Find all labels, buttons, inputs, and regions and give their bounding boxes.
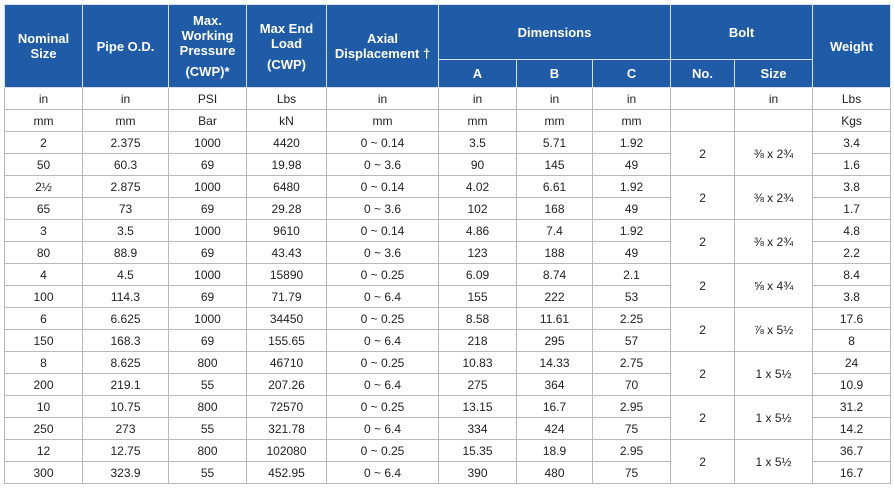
weight-kgs-cell: 8 (813, 330, 891, 352)
unit-cell: Lbs (813, 88, 891, 110)
table-cell: 71.79 (247, 286, 327, 308)
table-row (5, 352, 891, 374)
weight-kgs-cell: 1.6 (813, 154, 891, 176)
table-cell: 53 (593, 286, 671, 308)
table-cell: 0 ~ 0.25 (327, 264, 439, 286)
table-cell: 12.75 (83, 440, 169, 462)
table-cell: 1.92 (593, 220, 671, 242)
table-cell: 0 ~ 6.4 (327, 286, 439, 308)
table-cell: 0 ~ 3.6 (327, 154, 439, 176)
table-cell: 1000 (169, 308, 247, 330)
bolt-no-cell: 2 (671, 308, 735, 352)
bolt-no-cell: 2 (671, 176, 735, 220)
table-cell: 3.5 (439, 132, 517, 154)
table-cell: 18.9 (517, 440, 593, 462)
header-max-end-load-label: Max End Load (259, 20, 314, 51)
table-cell: 424 (517, 418, 593, 440)
table-cell: 5.71 (517, 132, 593, 154)
table-cell: 1000 (169, 220, 247, 242)
table-cell: 114.3 (83, 286, 169, 308)
header-dim-b: B (517, 60, 593, 88)
header-cwp-star: (CWP)* (185, 64, 230, 79)
table-cell: 6480 (247, 176, 327, 198)
table-cell: 15890 (247, 264, 327, 286)
weight-lbs-cell: 3.8 (813, 176, 891, 198)
table-cell: 188 (517, 242, 593, 264)
table-cell: 57 (593, 330, 671, 352)
table-cell: 46710 (247, 352, 327, 374)
table-cell: 49 (593, 198, 671, 220)
table-cell: 12 (5, 440, 83, 462)
table-cell: 1000 (169, 132, 247, 154)
table-cell: 0 ~ 6.4 (327, 418, 439, 440)
weight-lbs-cell: 8.4 (813, 264, 891, 286)
table-cell: 16.7 (517, 396, 593, 418)
table-cell: 6 (5, 308, 83, 330)
bolt-no-cell: 2 (671, 220, 735, 264)
table-cell: 4.86 (439, 220, 517, 242)
table-cell: 155 (439, 286, 517, 308)
table-cell: 2.1 (593, 264, 671, 286)
table-cell: 72570 (247, 396, 327, 418)
table-cell: 0 ~ 0.14 (327, 220, 439, 242)
table-cell: 300 (5, 462, 83, 484)
table-cell: 65 (5, 198, 83, 220)
header-dimensions: Dimensions (439, 5, 671, 60)
bolt-no-cell: 2 (671, 440, 735, 484)
table-cell: 155.65 (247, 330, 327, 352)
weight-lbs-cell: 36.7 (813, 440, 891, 462)
table-cell: 334 (439, 418, 517, 440)
table-cell: 15.35 (439, 440, 517, 462)
table-cell: 90 (439, 154, 517, 176)
table-cell: 0 ~ 6.4 (327, 374, 439, 396)
table-cell: 8.74 (517, 264, 593, 286)
table-cell: 2 (5, 132, 83, 154)
table-cell: 295 (517, 330, 593, 352)
table-cell: 2½ (5, 176, 83, 198)
table-cell: 88.9 (83, 242, 169, 264)
table-cell: 250 (5, 418, 83, 440)
table-cell: 4.5 (83, 264, 169, 286)
table-cell: 4.02 (439, 176, 517, 198)
table-cell: 19.98 (247, 154, 327, 176)
weight-kgs-cell: 1.7 (813, 198, 891, 220)
table-cell: 123 (439, 242, 517, 264)
header-bolt-size: Size (735, 60, 813, 88)
table-row (5, 176, 891, 198)
bolt-size-cell: ⅜ x 2¾ (735, 176, 813, 220)
table-cell: 0 ~ 0.14 (327, 176, 439, 198)
table-cell: 69 (169, 198, 247, 220)
table-cell: 1000 (169, 264, 247, 286)
table-cell: 75 (593, 462, 671, 484)
table-cell: 13.15 (439, 396, 517, 418)
table-cell: 2.95 (593, 440, 671, 462)
table-cell: 390 (439, 462, 517, 484)
unit-cell: in (5, 88, 83, 110)
table-cell: 6.625 (83, 308, 169, 330)
table-cell: 480 (517, 462, 593, 484)
weight-kgs-cell: 14.2 (813, 418, 891, 440)
table-cell: 321.78 (247, 418, 327, 440)
table-cell: 1.92 (593, 132, 671, 154)
table-cell: 168 (517, 198, 593, 220)
table-cell: 102080 (247, 440, 327, 462)
table-cell: 2.375 (83, 132, 169, 154)
table-cell: 4 (5, 264, 83, 286)
table-row (5, 132, 891, 154)
table-cell: 14.33 (517, 352, 593, 374)
table-cell: 8 (5, 352, 83, 374)
weight-kgs-cell: 3.8 (813, 286, 891, 308)
header-pipe-od: Pipe O.D. (83, 5, 169, 88)
table-cell: 69 (169, 286, 247, 308)
unit-cell: in (735, 88, 813, 110)
units-row-imperial (5, 88, 891, 110)
table-cell: 60.3 (83, 154, 169, 176)
weight-kgs-cell: 16.7 (813, 462, 891, 484)
weight-kgs-cell: 10.9 (813, 374, 891, 396)
bolt-no-cell: 2 (671, 352, 735, 396)
table-row (5, 308, 891, 330)
bolt-size-cell: ⅜ x 2¾ (735, 220, 813, 264)
table-cell: 10.83 (439, 352, 517, 374)
table-cell: 218 (439, 330, 517, 352)
table-header (5, 5, 891, 88)
unit-cell: PSI (169, 88, 247, 110)
weight-lbs-cell: 24 (813, 352, 891, 374)
unit-cell: in (83, 88, 169, 110)
table-cell: 11.61 (517, 308, 593, 330)
table-cell: 2.75 (593, 352, 671, 374)
unit-cell: in (439, 88, 517, 110)
table-cell: 9610 (247, 220, 327, 242)
table-cell: 0 ~ 3.6 (327, 242, 439, 264)
unit-cell: mm (83, 110, 169, 132)
table-cell: 222 (517, 286, 593, 308)
header-cwp: (CWP) (267, 56, 306, 72)
table-cell: 200 (5, 374, 83, 396)
unit-cell: mm (327, 110, 439, 132)
table-cell: 0 ~ 0.25 (327, 396, 439, 418)
table-cell: 364 (517, 374, 593, 396)
table-cell: 8.58 (439, 308, 517, 330)
table-cell: 2.875 (83, 176, 169, 198)
table-cell: 3 (5, 220, 83, 242)
unit-cell: mm (5, 110, 83, 132)
unit-cell (671, 88, 735, 110)
table-cell: 145 (517, 154, 593, 176)
table-cell: 1000 (169, 176, 247, 198)
table-cell: 6.61 (517, 176, 593, 198)
weight-lbs-cell: 3.4 (813, 132, 891, 154)
table-row (5, 264, 891, 286)
table-cell: 452.95 (247, 462, 327, 484)
unit-cell: Lbs (247, 88, 327, 110)
table-cell: 800 (169, 440, 247, 462)
table-cell: 0 ~ 0.25 (327, 308, 439, 330)
table-cell: 70 (593, 374, 671, 396)
header-weight: Weight (813, 5, 891, 88)
table-cell: 69 (169, 154, 247, 176)
weight-kgs-cell: 2.2 (813, 242, 891, 264)
table-cell: 100 (5, 286, 83, 308)
unit-cell: mm (593, 110, 671, 132)
unit-cell (671, 110, 735, 132)
table-cell: 75 (593, 418, 671, 440)
table-cell: 43.43 (247, 242, 327, 264)
table-row (5, 220, 891, 242)
table-cell: 73 (83, 198, 169, 220)
table-cell: 168.3 (83, 330, 169, 352)
table-body (5, 88, 891, 484)
weight-lbs-cell: 4.8 (813, 220, 891, 242)
table-cell: 0 ~ 6.4 (327, 462, 439, 484)
table-cell: 80 (5, 242, 83, 264)
table-row (5, 440, 891, 462)
table-cell: 0 ~ 0.14 (327, 132, 439, 154)
unit-cell: in (327, 88, 439, 110)
header-max-working-pressure-label: Max. Working Pressure (179, 13, 236, 58)
table-cell: 4420 (247, 132, 327, 154)
table-cell: 6.09 (439, 264, 517, 286)
header-max-working-pressure (169, 5, 247, 88)
unit-cell: mm (517, 110, 593, 132)
bolt-size-cell: 1 x 5½ (735, 352, 813, 396)
table-cell: 0 ~ 6.4 (327, 330, 439, 352)
table-cell: 10 (5, 396, 83, 418)
table-cell: 275 (439, 374, 517, 396)
header-bolt: Bolt (671, 5, 813, 60)
table-cell: 102 (439, 198, 517, 220)
table-cell: 8.625 (83, 352, 169, 374)
table-cell: 0 ~ 3.6 (327, 198, 439, 220)
header-dim-c: C (593, 60, 671, 88)
table-cell: 273 (83, 418, 169, 440)
table-cell: 800 (169, 352, 247, 374)
unit-cell: in (517, 88, 593, 110)
header-bolt-no: No. (671, 60, 735, 88)
table-cell: 69 (169, 330, 247, 352)
bolt-size-cell: ⅝ x 4¾ (735, 264, 813, 308)
table-cell: 34450 (247, 308, 327, 330)
bolt-no-cell: 2 (671, 132, 735, 176)
table-cell: 219.1 (83, 374, 169, 396)
table-cell: 800 (169, 396, 247, 418)
table-cell: 69 (169, 242, 247, 264)
header-axial-displacement: Axial Displacement † (327, 5, 439, 88)
bolt-size-cell: 1 x 5½ (735, 440, 813, 484)
unit-cell: Kgs (813, 110, 891, 132)
bolt-no-cell: 2 (671, 264, 735, 308)
bolt-size-cell: ⅞ x 5½ (735, 308, 813, 352)
table-cell: 55 (169, 374, 247, 396)
table-cell: 0 ~ 0.25 (327, 440, 439, 462)
table-cell: 0 ~ 0.25 (327, 352, 439, 374)
table-cell: 49 (593, 242, 671, 264)
table-cell: 323.9 (83, 462, 169, 484)
table-cell: 2.95 (593, 396, 671, 418)
units-row-metric (5, 110, 891, 132)
header-nominal-size: Nominal Size (5, 5, 83, 88)
table-row (5, 396, 891, 418)
unit-cell: mm (439, 110, 517, 132)
table-cell: 1.92 (593, 176, 671, 198)
weight-lbs-cell: 17.6 (813, 308, 891, 330)
bolt-size-cell: 1 x 5½ (735, 396, 813, 440)
table-cell: 49 (593, 154, 671, 176)
table-cell: 2.25 (593, 308, 671, 330)
table-cell: 150 (5, 330, 83, 352)
table-cell: 55 (169, 462, 247, 484)
unit-cell: kN (247, 110, 327, 132)
bolt-no-cell: 2 (671, 396, 735, 440)
unit-cell: in (593, 88, 671, 110)
table-cell: 7.4 (517, 220, 593, 242)
unit-cell (735, 110, 813, 132)
specification-table (4, 4, 891, 484)
unit-cell: Bar (169, 110, 247, 132)
header-max-end-load (247, 5, 327, 88)
header-dim-a: A (439, 60, 517, 88)
table-cell: 10.75 (83, 396, 169, 418)
table-cell: 207.26 (247, 374, 327, 396)
table-cell: 29.28 (247, 198, 327, 220)
table-cell: 50 (5, 154, 83, 176)
bolt-size-cell: ⅜ x 2¾ (735, 132, 813, 176)
weight-lbs-cell: 31.2 (813, 396, 891, 418)
table-cell: 3.5 (83, 220, 169, 242)
table-cell: 55 (169, 418, 247, 440)
